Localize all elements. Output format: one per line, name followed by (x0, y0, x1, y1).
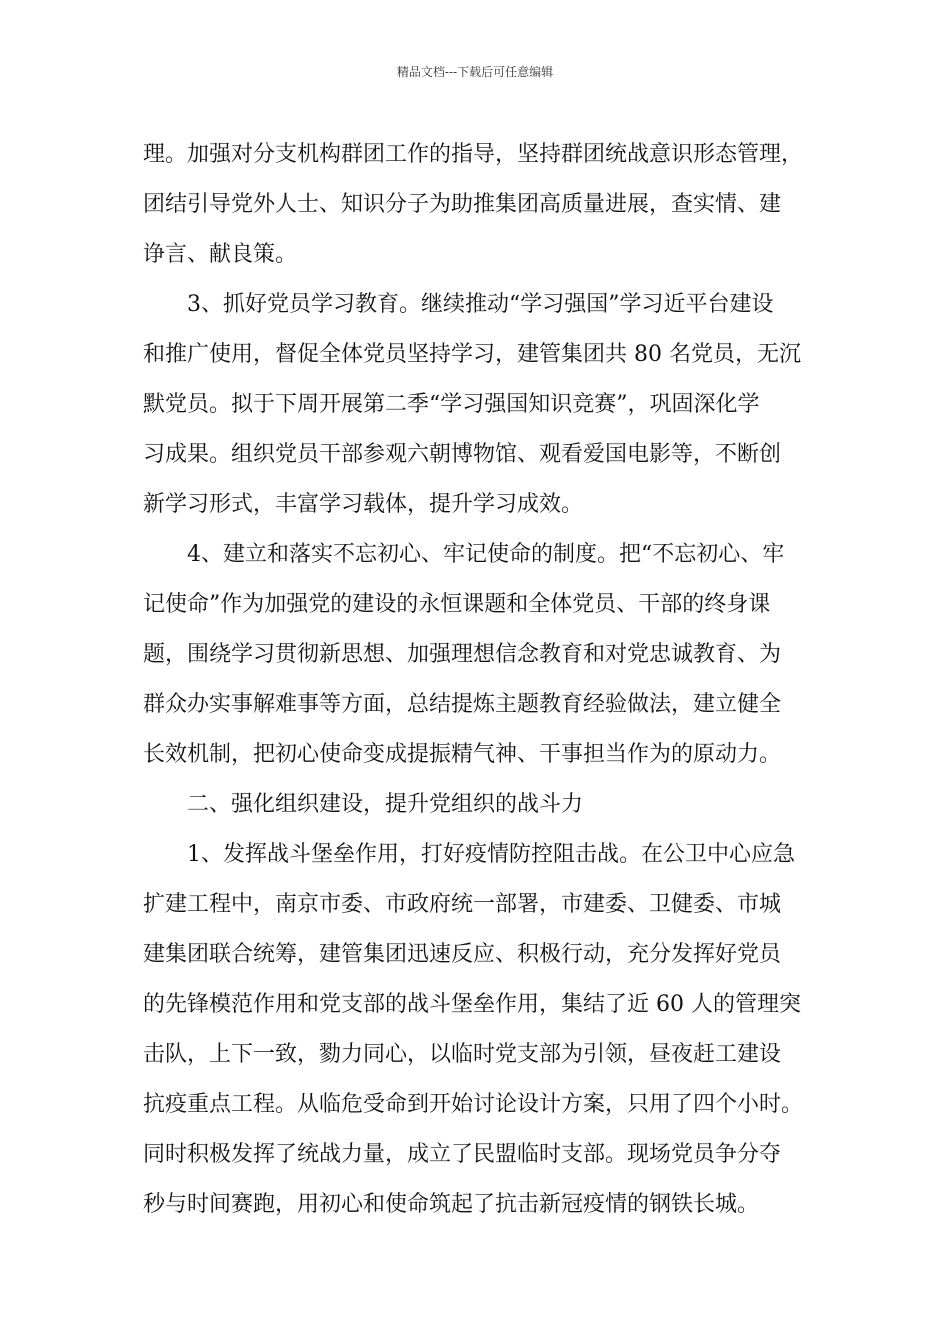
text-line: 群众办实事解难事等方面，总结提炼主题教育经验做法，建立健全 (143, 692, 782, 717)
text-line: 题，围绕学习贯彻新思想、加强理想信念教育和对党忠诚教育、为 (143, 642, 782, 667)
text-line: 长效机制，把初心使命变成提振精气神、干事担当作为的原动力。 (143, 742, 782, 767)
text-line: 习成果。组织党员干部参观六朝博物馆、观看爱国电影等，不断创 (143, 442, 782, 467)
text-line: 记使命”作为加强党的建设的永恒课题和全体党员、干部的终身课 (143, 592, 771, 617)
text-line: 同时积极发挥了统战力量，成立了民盟临时支部。现场党员争分夺 (143, 1142, 782, 1167)
paragraph-start-line: 3、抓好党员学习教育。继续推动“学习强国”学习近平台建设 (187, 292, 774, 317)
text-line: 默党员。拟于下周开展第二季“学习强国知识竞赛”，巩固深化学 (143, 392, 760, 417)
text-line: 新学习形式，丰富学习载体，提升学习成效。 (143, 492, 584, 517)
paragraph-start-line: 4、建立和落实不忘初心、牢记使命的制度。把“不忘初心、牢 (187, 542, 785, 567)
section-heading: 二、强化组织建设，提升党组织的战斗力 (187, 792, 584, 817)
text-line: 的先锋模范作用和党支部的战斗堡垒作用，集结了近 60 人的管理突 (143, 992, 801, 1017)
text-line: 秒与时间赛跑，用初心和使命筑起了抗击新冠疫情的钢铁长城。 (143, 1192, 760, 1217)
text-line: 抗疫重点工程。从临危受命到开始讨论设计方案，只用了四个小时。 (143, 1092, 804, 1117)
text-line: 扩建工程中，南京市委、市政府统一部署，市建委、卫健委、市城 (143, 892, 782, 917)
text-line: 理。加强对分支机构群团工作的指导，坚持群团统战意识形态管理， (143, 142, 804, 167)
text-line: 击队，上下一致，勠力同心，以临时党支部为引领，昼夜赶工建设 (143, 1042, 782, 1067)
text-line: 团结引导党外人士、知识分子为助推集团高质量进展，查实情、建 (143, 192, 782, 217)
page-header: 精品文档---下载后可任意编辑 (396, 65, 554, 79)
document-body (143, 130, 828, 1230)
text-line: 和推广使用，督促全体党员坚持学习，建管集团共 80 名党员，无沉 (143, 342, 801, 367)
text-line: 诤言、献良策。 (143, 242, 298, 267)
text-line: 建集团联合统筹，建管集团迅速反应、积极行动，充分发挥好党员 (143, 942, 782, 967)
paragraph-start-line: 1、发挥战斗堡垒作用，打好疫情防控阻击战。在公卫中心应急 (187, 842, 795, 867)
